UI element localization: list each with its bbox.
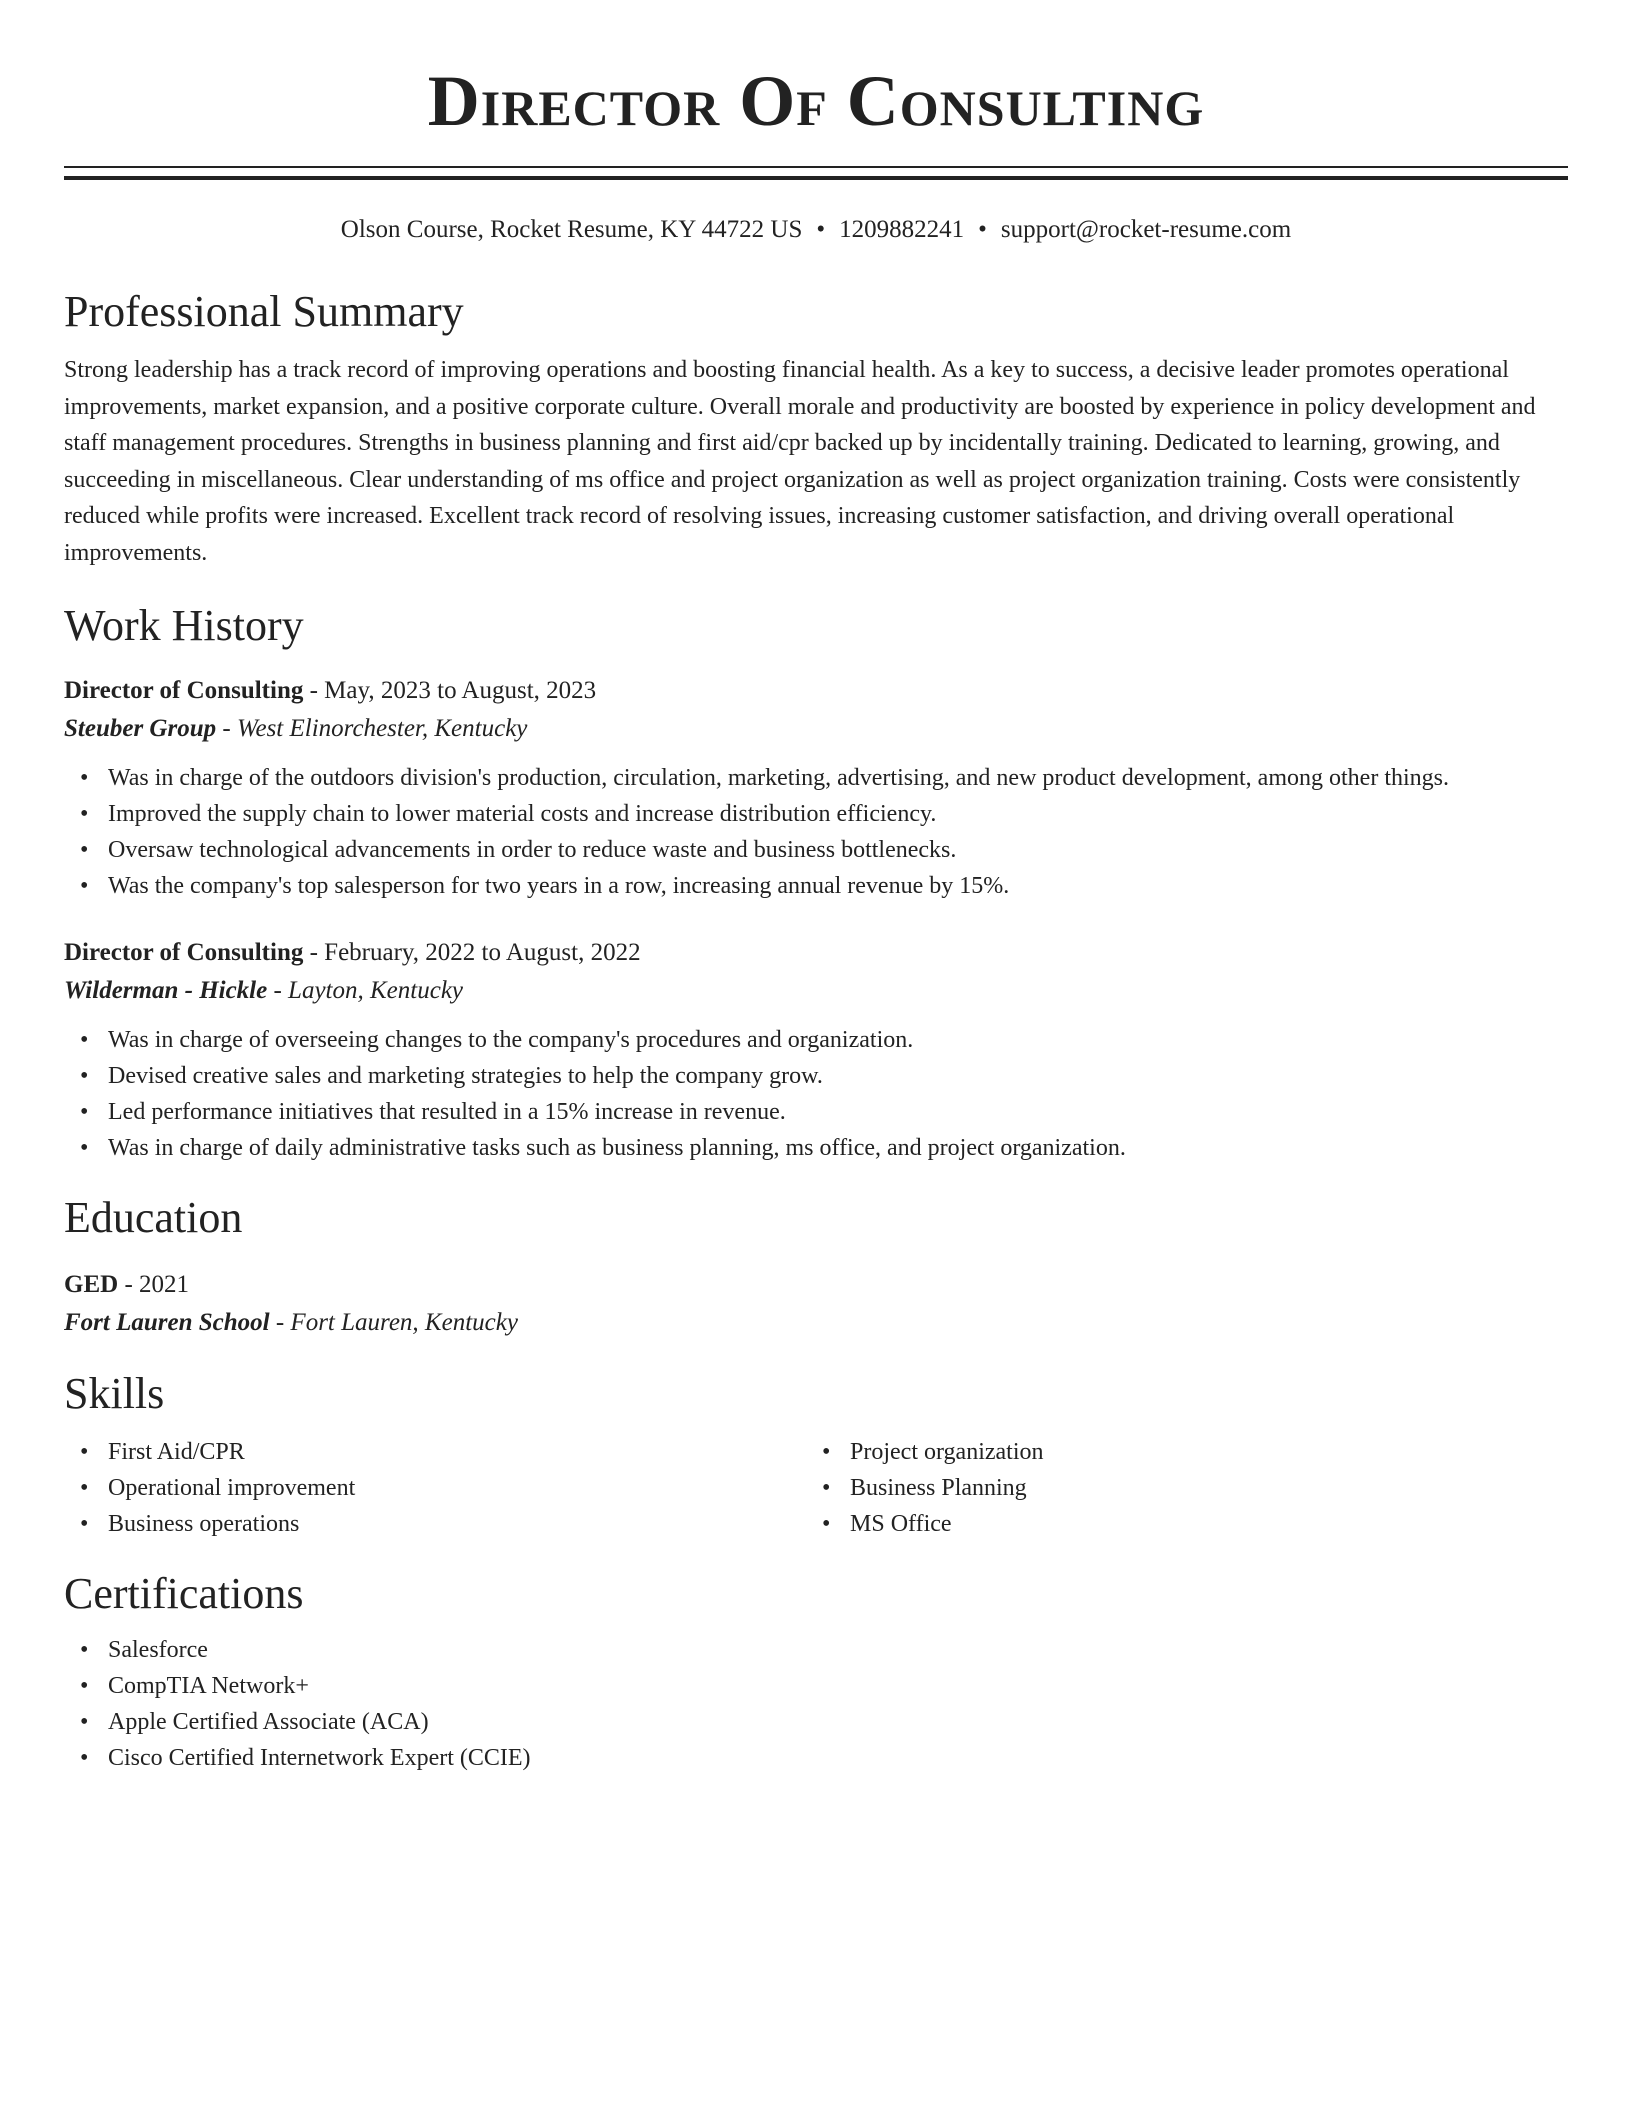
list-item: • Cisco Certified Internetwork Expert (CCIE) (108, 1740, 1568, 1776)
contact-email[interactable]: support@rocket-resume.com (1000, 216, 1292, 243)
education-entry (64, 1266, 1568, 1342)
education-location: - Fort Lauren, Kentucky (269, 1308, 518, 1336)
job-role-line (64, 934, 1568, 972)
job-org-line (64, 710, 1568, 748)
list-item: • Business operations (108, 1506, 806, 1542)
job-entry (64, 934, 1568, 1166)
list-item: • Salesforce (108, 1632, 1568, 1668)
list-item: • Was in charge of overseeing changes to the company's procedures and organization. (108, 1022, 1568, 1058)
job-entry (64, 672, 1568, 904)
job-title: Director of Consulting (64, 676, 304, 704)
list-item: • Was the company's top salesperson for two years in a row, increasing annual revenue by 15%. (108, 868, 1568, 904)
certifications-list (64, 1632, 1568, 1776)
skills-heading: Skills (64, 1368, 165, 1418)
page-title: Director Of Consulting (427, 61, 1205, 141)
list-item: • Devised creative sales and marketing strategies to help the company grow. (108, 1058, 1568, 1094)
education-heading: Education (64, 1192, 243, 1242)
skills-grid (64, 1434, 1568, 1542)
contact-phone: 1209882241 (839, 216, 965, 243)
list-item: • Operational improvement (108, 1470, 806, 1506)
job-bullet-list (64, 1022, 1568, 1166)
skills-left-list (64, 1434, 806, 1542)
job-location: - West Elinorchester, Kentucky (216, 714, 528, 742)
contact-line (64, 214, 1568, 246)
job-title: Director of Consulting (64, 938, 304, 966)
title-divider (64, 166, 1568, 180)
education-year: - 2021 (118, 1270, 190, 1298)
list-item: • Was in charge of the outdoors division's production, circulation, marketing, advertising, and new product development, among other things. (108, 760, 1568, 796)
list-item: • Led performance initiatives that resulted in a 15% increase in revenue. (108, 1094, 1568, 1130)
list-item: • CompTIA Network+ (108, 1668, 1568, 1704)
list-item: • First Aid/CPR (108, 1434, 806, 1470)
job-bullet-list (64, 760, 1568, 904)
contact-address: Olson Course, Rocket Resume, KY 44722 US (340, 216, 803, 243)
education-degree-line (64, 1266, 1568, 1304)
list-item: • Improved the supply chain to lower material costs and increase distribution efficiency. (108, 796, 1568, 832)
job-company: Steuber Group (64, 714, 217, 742)
work-history-heading: Work History (64, 600, 304, 650)
summary-heading: Professional Summary (64, 287, 464, 336)
summary-text: Strong leadership has a track record of improving operations and boosting financial health. As a key to success, a decisive leader promotes operational improvements, market expansion, and a positive corporate culture. Overall morale and productivity are boosted by experience in policy development and staff management procedures. Strengths in business planning and first aid/cpr backed up by incidentally training. Dedicated to learning, growing, and succeeding in miscellaneous. Clear understanding of ms office and project organization as well as project organization training. Costs were consistently reduced while profits were increased. Excellent track record of resolving issues, increasing customer satisfaction, and driving overall operational improvements. (64, 357, 1536, 566)
list-item: • MS Office (850, 1506, 1548, 1542)
skills-right-list (806, 1434, 1548, 1542)
list-item: • Apple Certified Associate (ACA) (108, 1704, 1568, 1740)
education-degree: GED (64, 1270, 119, 1298)
education-school-line (64, 1304, 1568, 1342)
job-company: Wilderman - Hickle (64, 976, 268, 1004)
contact-separator: • (816, 216, 826, 243)
contact-separator: • (978, 216, 987, 243)
certifications-heading: Certifications (64, 1568, 304, 1618)
job-org-line (64, 972, 1568, 1010)
job-role-line (64, 672, 1568, 710)
list-item: • Project organization (850, 1434, 1548, 1470)
job-location: - Layton, Kentucky (267, 976, 464, 1004)
job-dates: - May, 2023 to August, 2023 (303, 676, 597, 704)
list-item: • Business Planning (850, 1470, 1548, 1506)
job-dates: - February, 2022 to August, 2022 (303, 938, 641, 966)
education-school: Fort Lauren School (64, 1308, 270, 1336)
list-item: • Oversaw technological advancements in order to reduce waste and business bottlenecks. (108, 832, 1568, 868)
list-item: • Was in charge of daily administrative tasks such as business planning, ms office, and project organization. (108, 1130, 1568, 1166)
